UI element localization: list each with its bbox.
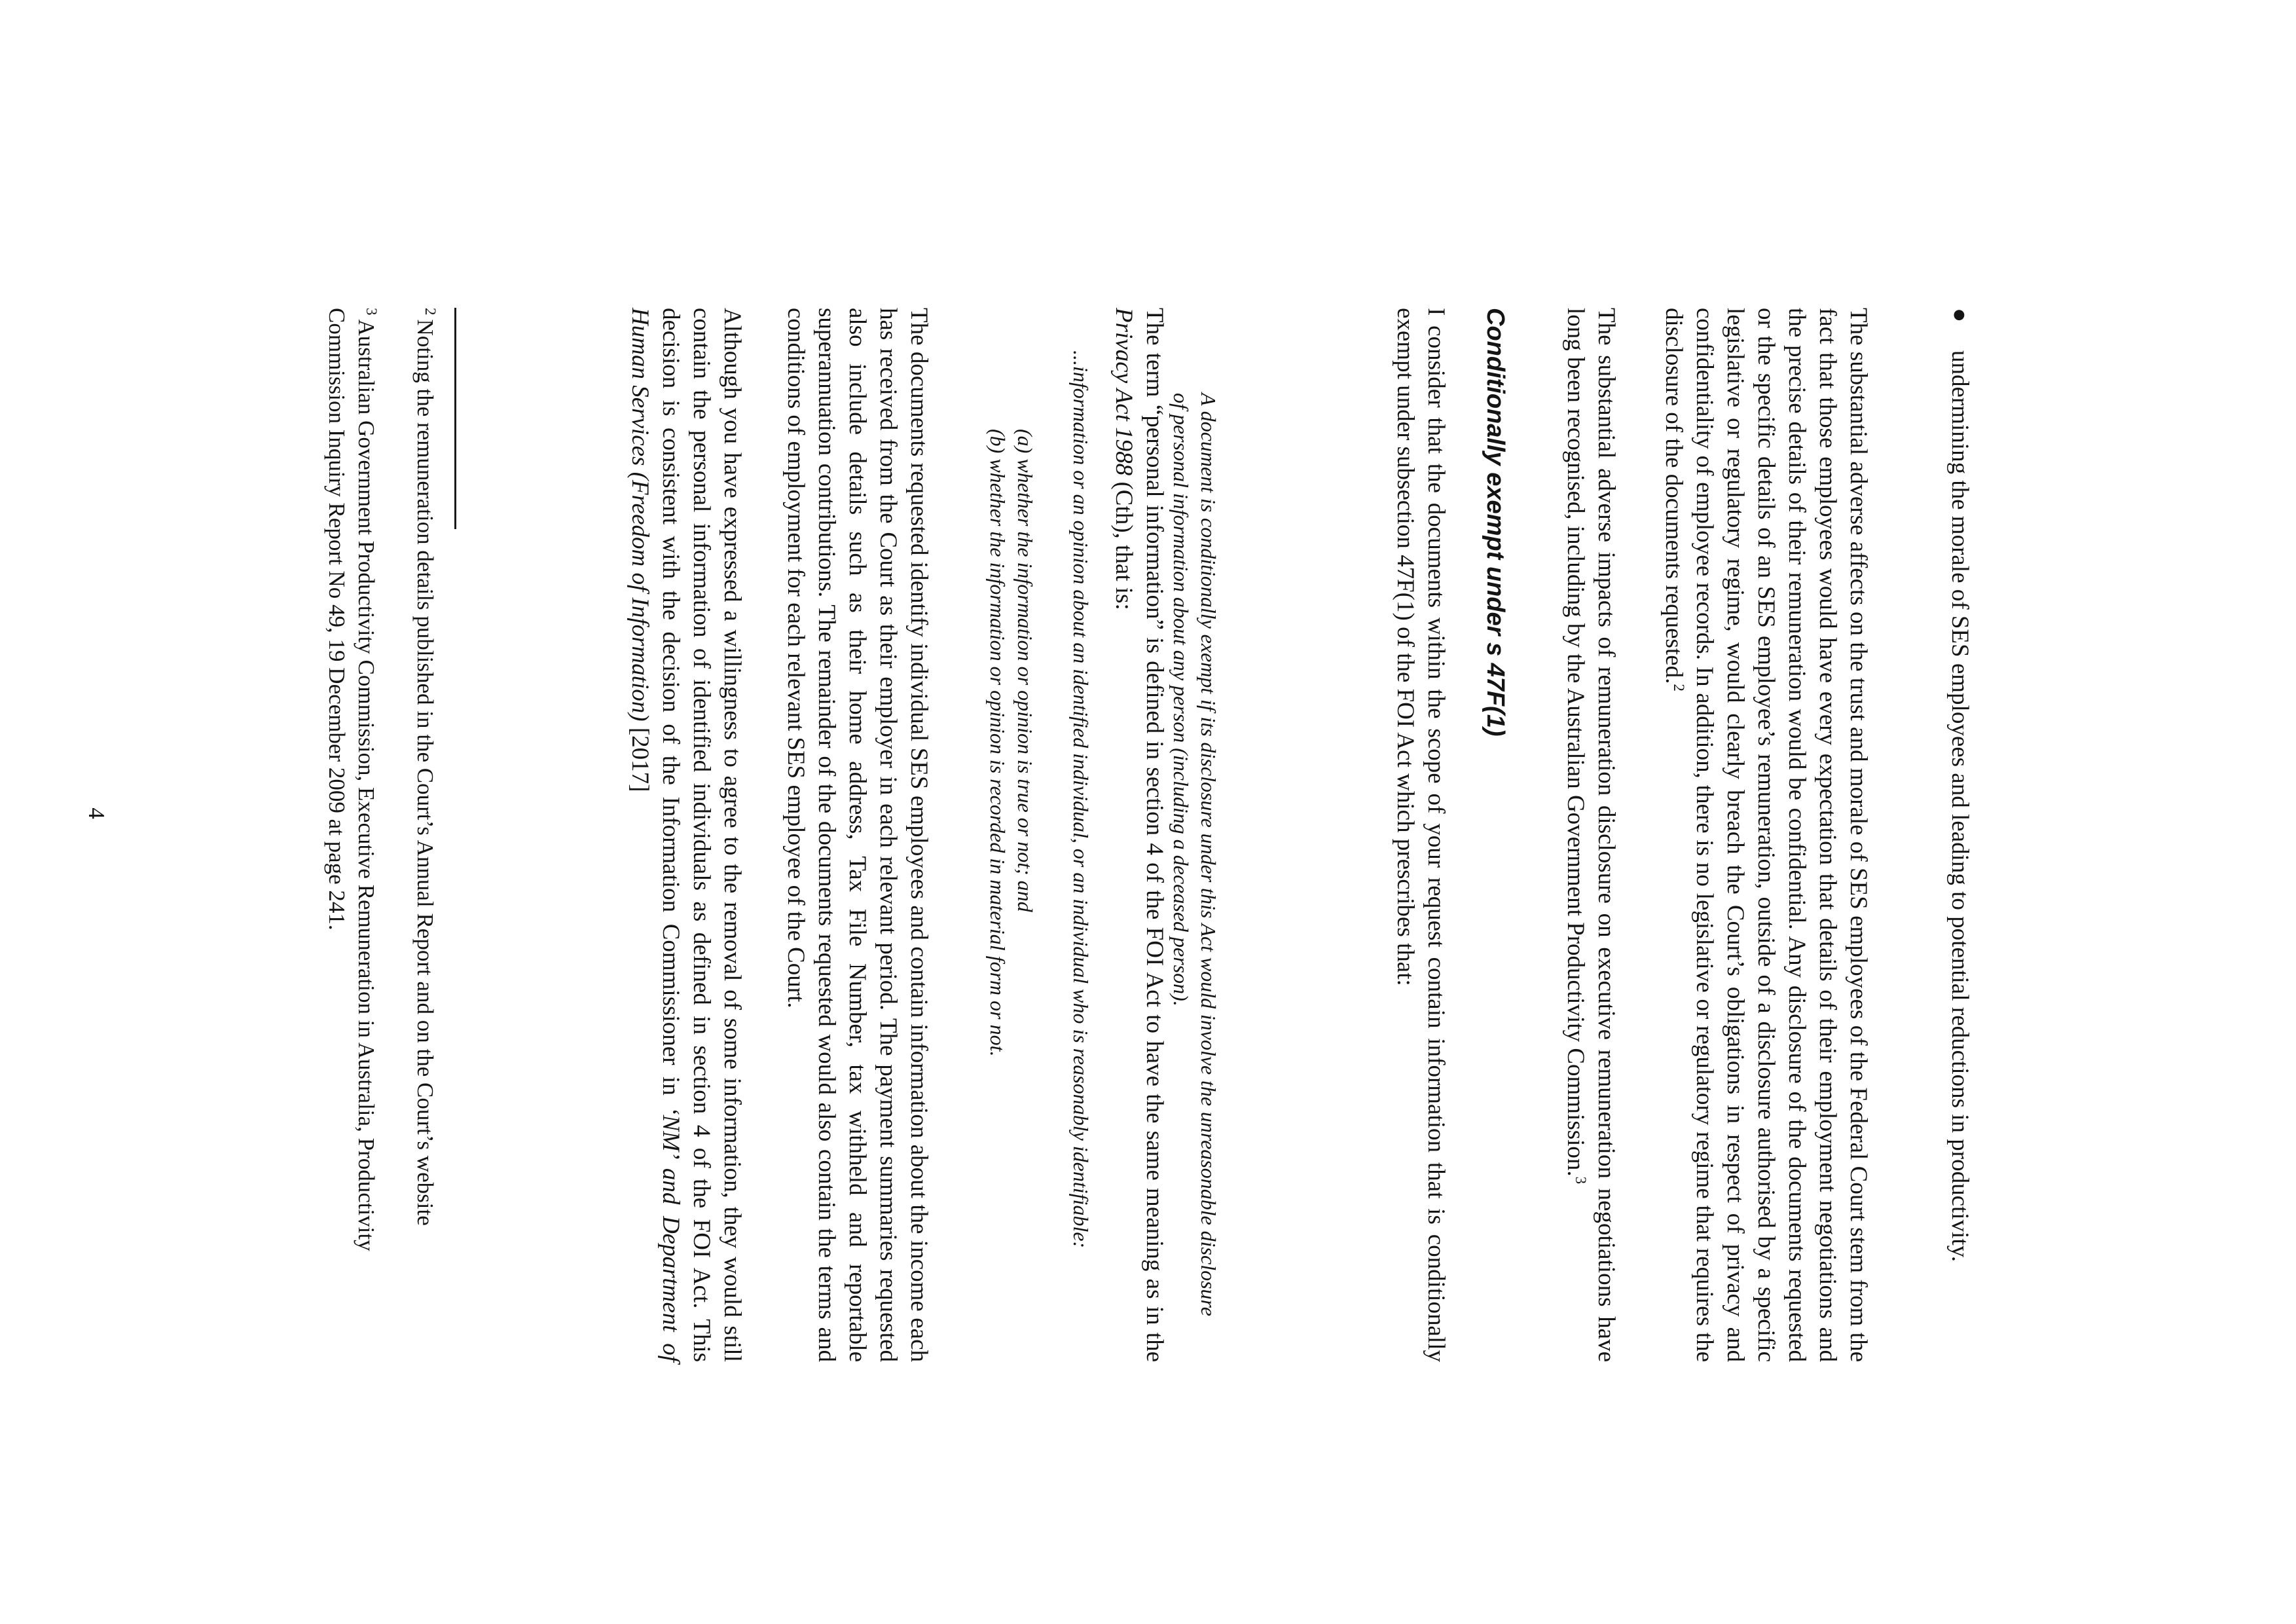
although-text-after: [2017] xyxy=(627,721,653,792)
paragraph-consider: I consider that the documents within the scope of your request contain information that is conditionally exempt under subsection 47F(1) of the FOI Act which prescribes that: xyxy=(1392,308,1449,1362)
page-number: 4 xyxy=(84,807,109,819)
footnote-text: Noting the remuneration details published in the Court’s Annual Report and on the Court’s website xyxy=(412,319,438,1226)
footnote-number: 3 xyxy=(363,308,380,316)
quote-personal-info-definition: ...information or an opinion about an identified individual, or an individual who is reasonably identifiable: xyxy=(1069,350,1093,1249)
footnote-2 xyxy=(410,308,440,1362)
paragraph-adverse-impacts xyxy=(1560,308,1622,1362)
paragraph-adverse-impacts-text: The substantial adverse impacts of remuneration disclosure on executive remuneration negotiations have long been recognised, including by the Australian Government Productivity Commission. xyxy=(1562,308,1620,1362)
quote-subclause-a: (a) whether the information or opinion is true or not; and xyxy=(1013,429,1037,912)
quote-subclause-b: (b) whether the information or opinion is recorded in material form or not. xyxy=(986,429,1010,1057)
term-text-before: The term “personal information” is defined in section 4 of the FOI Act to have the same meaning as in the xyxy=(1141,308,1168,1362)
bullet-text: undermining the morale of SES employees and leading to potential reductions in productivity. xyxy=(1946,350,1973,1262)
footnote-number: 2 xyxy=(422,308,439,316)
footnote-3 xyxy=(322,308,381,1362)
bullet-item xyxy=(1944,308,1975,1362)
paragraph-term-definition xyxy=(1108,308,1170,1362)
bullet-marker: ● xyxy=(1946,308,1973,323)
paragraph-documents-identify: The documents requested identify individual SES employees and contain information about the income each has received from the Court as their employer in each relevant period. The payment summaries requested also include details such as their home address, Tax File Number, tax withheld and reportable superannuation contributions. The remainder of the documents requested would also contain the terms and conditions of employment for each relevant SES employee of the Court. xyxy=(782,308,932,1362)
footnote-text: Australian Government Productivity Commission, Executive Remuneration in Australia, Productivity Commission Inquiry Report No 49, 19 December 2009 at page 241. xyxy=(324,308,379,1251)
footnote-ref-3: 3 xyxy=(1573,1176,1589,1185)
privacy-act-title: Privacy Act 1988 xyxy=(1110,308,1137,476)
footnote-ref-2: 2 xyxy=(1671,684,1687,692)
quote-conditional-exempt: A document is conditionally exempt if its disclosure under this Act would involve the unreasonable disclosure of personal information about any person (including a deceased person). xyxy=(1169,393,1220,1316)
case-citation: ‘NM’ and Department of Human Services (Freedom of Information) xyxy=(627,308,684,1362)
paragraph-although xyxy=(625,308,748,1362)
section-heading: Conditionally exempt under s 47F(1) xyxy=(1482,308,1509,737)
term-text-after: (Cth), that is: xyxy=(1110,475,1137,610)
footnote-divider xyxy=(454,308,456,529)
paragraph-trust-morale-text: The substantial adverse affects on the trust and morale of SES employees of the Federal Court stem from the fact that those employees would have every expectation that details of their employment negotiations and the precise details of their remuneration would be confidential. Any disclosure of the documents requested or the specific details of an SES employee’s remuneration, outside of a disclosure authorised by a specific legislative or regulatory regime, would clearly breach the Court’s obligations in respect of privacy and confidentiality of employee records. In addition, there is no legislative or regulatory regime that requires the disclosure of the documents requested. xyxy=(1660,308,1872,1362)
although-text-before: Although you have expressed a willingness to agree to the removal of some information, they would still contain the personal information of identified individuals as defined in section 4 of the FOI Act. This decision is consistent with the decision of the Information Commissioner in xyxy=(657,308,746,1362)
paragraph-trust-morale xyxy=(1658,308,1874,1362)
